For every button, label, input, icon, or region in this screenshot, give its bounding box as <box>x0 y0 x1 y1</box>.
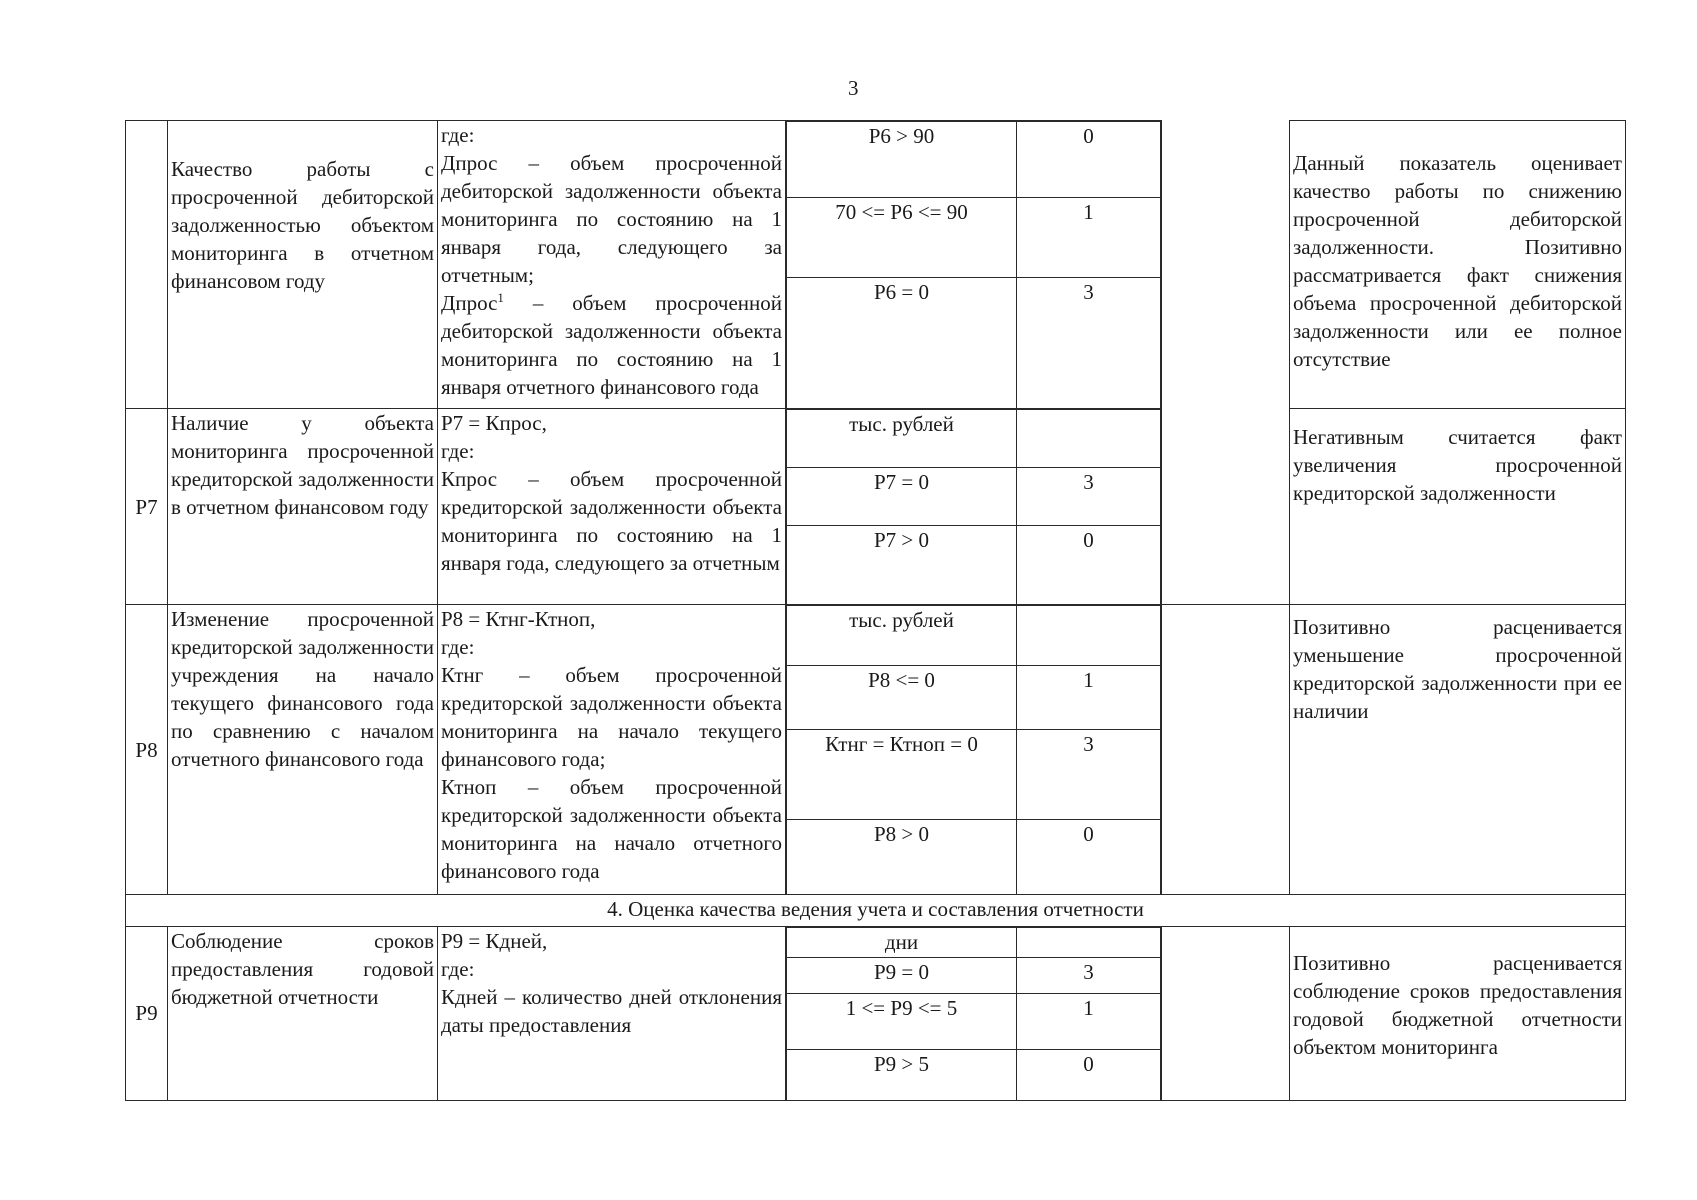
formula-line: Ктнг – объем просроченной кредиторской задолженности объекта мониторинга на начало текущего финансового года; <box>441 663 782 771</box>
criteria-condition: P6 > 90 <box>787 122 1017 198</box>
criteria-condition: P9 > 5 <box>787 1050 1017 1100</box>
criteria-score: 0 <box>1017 122 1161 198</box>
indicator-code <box>126 121 168 409</box>
indicator-comment: Данный показатель оценивает качество работы по снижению просроченной дебиторской задолженности. Позитивно рассматривается факт снижения объема просроченной дебиторской задолженности или ее полное отсутствие <box>1290 121 1626 409</box>
table-row-p6 <box>126 121 1626 409</box>
section-header-row <box>126 895 1626 927</box>
formula-line: Дпрос$^1$ – объем просроченной дебиторской задолженности объекта мониторинга по состоянию на 1 января отчетного финансового года <box>441 290 782 399</box>
criteria-score <box>1017 410 1161 468</box>
criteria-condition: P9 = 0 <box>787 958 1017 994</box>
indicator-name: Качество работы с просроченной дебиторской задолженностью объектом мониторинга в отчетном финансовом году <box>168 121 438 409</box>
criteria-score: 3 <box>1017 730 1161 820</box>
criteria-condition: тыс. рублей <box>787 410 1017 468</box>
indicator-formula <box>438 605 786 895</box>
indicator-code: P8 <box>126 605 168 895</box>
criteria-condition: P8 <= 0 <box>787 666 1017 730</box>
weight-cell <box>1162 409 1290 605</box>
table-row-p9 <box>126 927 1626 1101</box>
indicator-name: Соблюдение сроков предоставления годовой бюджетной отчетности <box>168 927 438 1101</box>
criteria-score: 1 <box>1017 198 1161 278</box>
indicator-comment: Позитивно расценивается уменьшение просроченной кредиторской задолженности при ее наличии <box>1290 605 1626 895</box>
indicator-formula <box>438 121 786 409</box>
indicators-table <box>125 120 1626 1101</box>
formula-line: Кпрос – объем просроченной кредиторской задолженности объекта мониторинга по состоянию на 1 января года, следующего за отчетным <box>441 467 782 575</box>
indicator-criteria <box>786 605 1162 895</box>
weight-cell <box>1162 605 1290 895</box>
criteria-score <box>1017 606 1161 666</box>
formula-line: где: <box>441 635 475 659</box>
criteria-score: 1 <box>1017 994 1161 1050</box>
formula-line: где: <box>441 123 475 147</box>
criteria-score: 1 <box>1017 666 1161 730</box>
criteria-score: 3 <box>1017 958 1161 994</box>
criteria-score: 3 <box>1017 278 1161 408</box>
formula-line: Ктноп – объем просроченной кредиторской задолженности объекта мониторинга на начало отчетного финансового года <box>441 775 782 883</box>
indicator-comment: Негативным считается факт увеличения просроченной кредиторской задолженности <box>1290 409 1626 605</box>
formula-line: P9 = Кдней, <box>441 929 548 953</box>
criteria-condition: P6 = 0 <box>787 278 1017 408</box>
indicator-name: Изменение просроченной кредиторской задолженности учреждения на начало текущего финансового года по сравнению с началом отчетного финансового года <box>168 605 438 895</box>
page-number: 3 <box>848 76 859 100</box>
indicator-formula <box>438 927 786 1101</box>
footnote-mark: 1 <box>497 290 504 305</box>
formula-line: Дпрос – объем просроченной дебиторской задолженности объекта мониторинга по состоянию на 1 января года, следующего за отчетным; <box>441 151 782 287</box>
criteria-condition: 70 <= P6 <= 90 <box>787 198 1017 278</box>
formula-line: где: <box>441 439 475 463</box>
criteria-score: 3 <box>1017 468 1161 526</box>
criteria-condition: P7 = 0 <box>787 468 1017 526</box>
formula-line: Кдней – количество дней отклонения даты предоставления <box>441 985 782 1037</box>
table-row-p7 <box>126 409 1626 605</box>
criteria-condition: тыс. рублей <box>787 606 1017 666</box>
criteria-condition: дни <box>787 928 1017 958</box>
formula-line: где: <box>441 957 475 981</box>
indicator-code: P7 <box>126 409 168 605</box>
criteria-score: 0 <box>1017 820 1161 894</box>
indicator-criteria <box>786 121 1162 409</box>
indicator-code: P9 <box>126 927 168 1101</box>
criteria-condition: Ктнг = Ктноп = 0 <box>787 730 1017 820</box>
criteria-score <box>1017 928 1161 958</box>
criteria-condition: 1 <= P9 <= 5 <box>787 994 1017 1050</box>
indicator-criteria <box>786 927 1162 1101</box>
criteria-score: 0 <box>1017 526 1161 604</box>
indicator-name: Наличие у объекта мониторинга просроченной кредиторской задолженности в отчетном финансовом году <box>168 409 438 605</box>
indicator-criteria <box>786 409 1162 605</box>
criteria-condition: P8 > 0 <box>787 820 1017 894</box>
formula-line: P7 = Кпрос, <box>441 411 547 435</box>
formula-line: P8 = Ктнг-Ктноп, <box>441 607 596 631</box>
criteria-score: 0 <box>1017 1050 1161 1100</box>
section-title: 4. Оценка качества ведения учета и составления отчетности <box>126 895 1626 927</box>
weight-cell <box>1162 121 1290 409</box>
indicator-formula <box>438 409 786 605</box>
weight-cell <box>1162 927 1290 1101</box>
criteria-condition: P7 > 0 <box>787 526 1017 604</box>
table-row-p8 <box>126 605 1626 895</box>
indicator-comment: Позитивно расценивается соблюдение сроков предоставления годовой бюджетной отчетности объектом мониторинга <box>1290 927 1626 1101</box>
